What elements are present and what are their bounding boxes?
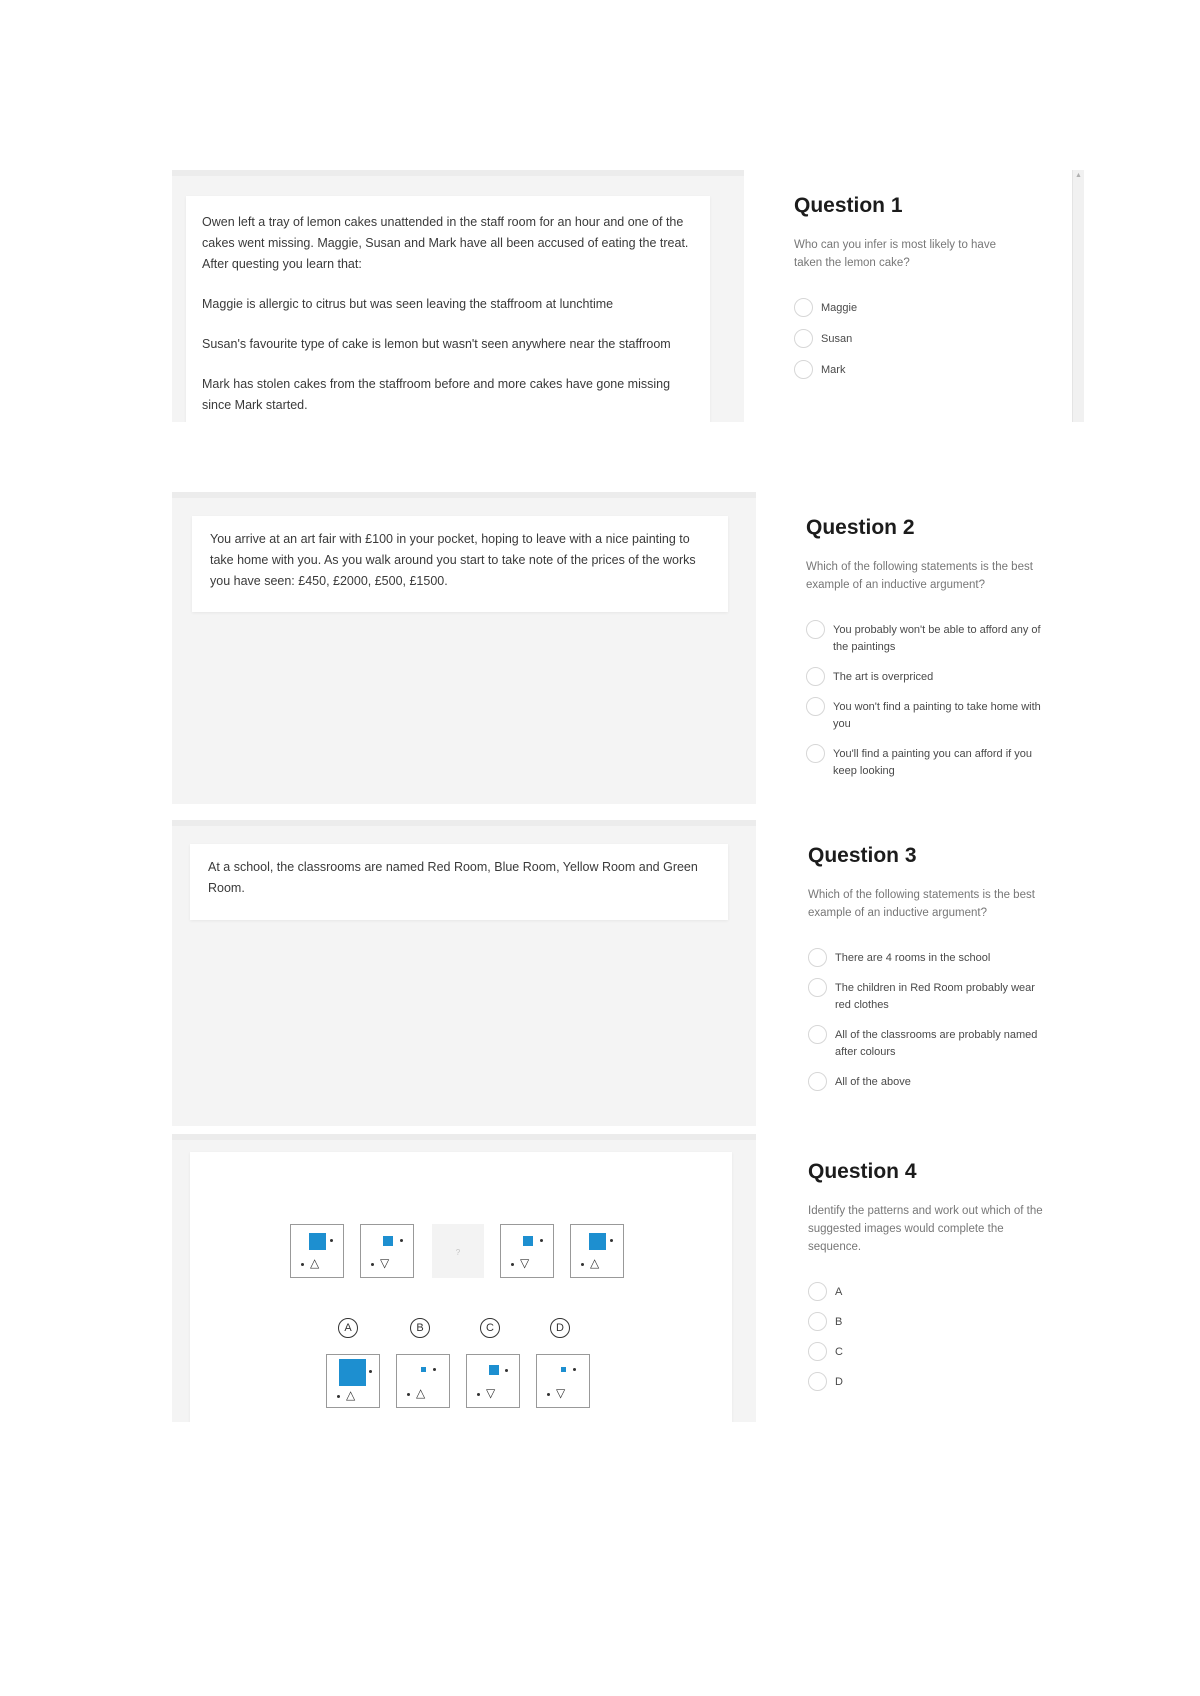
blue-square: [309, 1233, 326, 1250]
option-a[interactable]: [808, 1284, 1008, 1301]
scenario-paragraph: At a school, the classrooms are named Red Room, Blue Room, Yellow Room and Green Room.: [208, 860, 698, 895]
option-overpriced[interactable]: [806, 669, 1051, 686]
question-3-text: Which of the following statements is the best example of an inductive argument?: [808, 889, 1035, 919]
scrollbar[interactable]: [1072, 170, 1084, 422]
question-3-answer-panel: [756, 820, 1096, 1126]
dot: [301, 1263, 304, 1266]
answer-image-c: [466, 1354, 520, 1408]
question-1-scenario-card: [186, 196, 710, 422]
sequence-image-5: [570, 1224, 624, 1278]
radio-button[interactable]: [794, 329, 813, 348]
option-four-rooms[interactable]: [808, 950, 1053, 967]
triangle-down-icon: ▽: [380, 1256, 390, 1270]
answer-image-d: [536, 1354, 590, 1408]
dot: [610, 1239, 613, 1242]
question-2-panel: [172, 492, 756, 804]
radio-button[interactable]: [808, 1282, 827, 1301]
option-cannot-afford[interactable]: [806, 622, 1051, 656]
dot: [547, 1393, 550, 1396]
question-2-title: Question 2: [806, 516, 915, 539]
scenario-paragraph: Maggie is allergic to citrus but was seen leaving the staffroom at lunchtime: [202, 297, 614, 311]
option-b[interactable]: [808, 1314, 1008, 1331]
radio-button[interactable]: [806, 620, 825, 639]
question-2-options: [806, 622, 1051, 780]
radio-button[interactable]: [806, 667, 825, 686]
blue-square: [589, 1233, 606, 1250]
scenario-paragraph: You arrive at an art fair with £100 in your pocket, hoping to leave with a nice painting to take home with you. As you walk around you start to take note of the prices of the works you have seen: £450, £2000, £500, £1500.: [210, 532, 696, 588]
triangle-up-icon: △: [310, 1256, 320, 1270]
answer-label-d: D: [550, 1318, 570, 1338]
sequence-image-2: [360, 1224, 414, 1278]
radio-button[interactable]: [808, 1342, 827, 1361]
blue-square: [339, 1359, 366, 1386]
sequence-image-4: [500, 1224, 554, 1278]
question-4-title: Question 4: [808, 1160, 917, 1183]
missing-image-marker: ?: [455, 1248, 461, 1257]
question-4-answer-panel: [756, 1134, 1096, 1422]
dot: [477, 1393, 480, 1396]
option-label: You probably won't be able to afford any of the paintings: [833, 624, 1041, 653]
dot: [400, 1239, 403, 1242]
dot: [407, 1393, 410, 1396]
question-2-text: Which of the following statements is the best example of an inductive argument?: [806, 561, 1033, 591]
option-label: A: [835, 1286, 843, 1298]
option-keep-looking[interactable]: [806, 746, 1051, 780]
radio-button[interactable]: [808, 948, 827, 967]
radio-button[interactable]: [794, 298, 813, 317]
option-wont-find-painting[interactable]: [806, 699, 1051, 733]
question-4-pattern-card: [190, 1152, 732, 1422]
question-1-text: Who can you infer is most likely to have taken the lemon cake?: [794, 239, 996, 269]
dot: [511, 1263, 514, 1266]
panel-divider: [172, 820, 756, 826]
triangle-down-icon: ▽: [486, 1386, 496, 1400]
option-label: Mark: [821, 364, 846, 376]
option-all-of-the-above[interactable]: [808, 1074, 1053, 1091]
scenario-paragraph: Susan's favourite type of cake is lemon but wasn't seen anywhere near the staffroom: [202, 337, 671, 351]
option-label: All of the classrooms are probably named after colours: [835, 1029, 1038, 1058]
blue-square: [489, 1365, 499, 1375]
dot: [540, 1239, 543, 1242]
question-3-scenario-card: [190, 844, 728, 920]
question-2-scenario-card: [192, 516, 728, 612]
option-c[interactable]: [808, 1344, 1008, 1361]
answer-label-a: A: [338, 1318, 358, 1338]
option-label: D: [835, 1376, 843, 1388]
dot: [581, 1263, 584, 1266]
dot: [369, 1370, 372, 1373]
dot: [573, 1368, 576, 1371]
dot: [505, 1369, 508, 1372]
option-label: Susan: [821, 333, 853, 345]
question-2-answer-panel: [756, 492, 1096, 804]
option-label: Maggie: [821, 302, 858, 314]
triangle-down-icon: ▽: [520, 1256, 530, 1270]
option-label: B: [835, 1316, 843, 1328]
radio-button[interactable]: [794, 360, 813, 379]
option-red-clothes[interactable]: [808, 980, 1053, 1014]
option-label: You won't find a painting to take home with you: [833, 701, 1041, 730]
radio-button[interactable]: [806, 744, 825, 763]
panel-divider: [172, 170, 744, 176]
question-3-title: Question 3: [808, 844, 917, 867]
triangle-up-icon: △: [590, 1256, 600, 1270]
option-label: There are 4 rooms in the school: [835, 952, 991, 964]
question-3-options: [808, 950, 1053, 1091]
option-d[interactable]: [808, 1374, 1008, 1391]
answer-label-b: B: [410, 1318, 430, 1338]
radio-button[interactable]: [808, 1372, 827, 1391]
option-named-after-colours[interactable]: [808, 1027, 1053, 1061]
triangle-down-icon: ▽: [556, 1386, 566, 1400]
blue-square: [523, 1236, 533, 1246]
answer-image-a: [326, 1354, 380, 1408]
blue-square: [383, 1236, 393, 1246]
question-4-options: [808, 1284, 1008, 1391]
option-maggie[interactable]: [794, 300, 1054, 317]
radio-button[interactable]: [808, 1312, 827, 1331]
answer-label-c: C: [480, 1318, 500, 1338]
radio-button[interactable]: [808, 1072, 827, 1091]
blue-square: [421, 1367, 426, 1372]
question-1-answer-panel: [744, 170, 1084, 422]
triangle-up-icon: △: [346, 1388, 356, 1402]
dot: [330, 1239, 333, 1242]
scroll-up-icon[interactable]: ▲: [1075, 172, 1082, 179]
option-label: All of the above: [835, 1076, 911, 1088]
sequence-image-1: [290, 1224, 344, 1278]
question-4-text: Identify the patterns and work out which of the suggested images would complete the sequence.: [808, 1205, 1043, 1253]
question-1-options: [794, 300, 1054, 379]
panel-divider: [172, 1134, 756, 1140]
panel-divider: [172, 492, 756, 498]
radio-button[interactable]: [806, 697, 825, 716]
dot: [371, 1263, 374, 1266]
dot: [337, 1395, 340, 1398]
radio-button[interactable]: [808, 978, 827, 997]
option-mark[interactable]: [794, 362, 1054, 379]
option-susan[interactable]: [794, 331, 1054, 348]
question-3-panel: [172, 820, 756, 1126]
sequence-missing-image: [432, 1224, 484, 1278]
scenario-paragraph: Mark has stolen cakes from the staffroom before and more cakes have gone missing since Mark started.: [202, 377, 671, 412]
radio-button[interactable]: [808, 1025, 827, 1044]
dot: [433, 1368, 436, 1371]
option-label: C: [835, 1346, 843, 1358]
blue-square: [561, 1367, 566, 1372]
triangle-up-icon: △: [416, 1386, 426, 1400]
scenario-paragraph: Owen left a tray of lemon cakes unattended in the staff room for an hour and one of the cakes went missing. Maggie, Susan and Mark have all been accused of eating the treat. After questing you learn that:: [202, 215, 689, 271]
answer-image-b: [396, 1354, 450, 1408]
question-4-panel: [172, 1134, 756, 1422]
option-label: The children in Red Room probably wear red clothes: [835, 982, 1035, 1011]
option-label: You'll find a painting you can afford if you keep looking: [833, 748, 1033, 777]
question-1-title: Question 1: [794, 194, 903, 217]
option-label: The art is overpriced: [833, 671, 934, 683]
question-1-panel: [172, 170, 744, 422]
